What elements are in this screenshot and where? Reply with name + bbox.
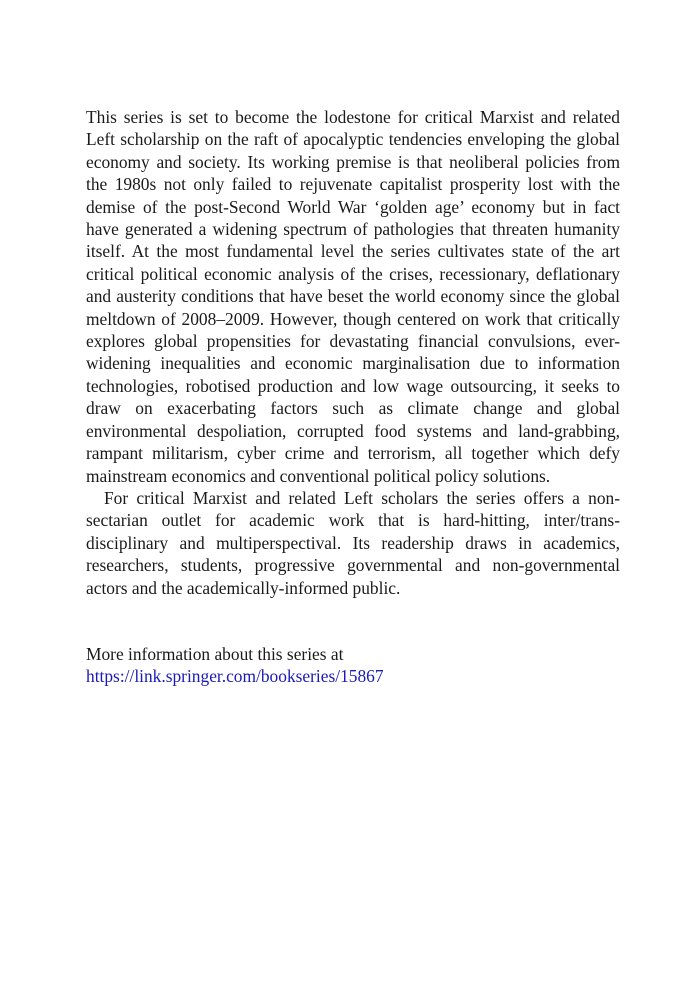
series-description-page [86, 106, 620, 688]
series-description-paragraph: This series is set to become the lodestone for critical Marxist and related Left scholarship on the raft of apocalyptic tendencies enveloping the global economy and society. Its working premise is that neoliberal policies from the 1980s not only failed to rejuvenate capitalist prosperity lost with the demise of the post-Second World War ‘golden age’ economy but in fact have generated a widening spectrum of pathologies that threaten humanity itself. At the most fundamental level the series cultivates state of the art critical political economic analysis of the crises, recessionary, deflationary and austerity conditions that have beset the world economy since the global meltdown of 2008–2009. However, though centered on work that critically explores global propensities for devastating financial convulsions, ever-widening inequalities and economic marginalisation due to information technologies, robotised production and low wage outsourcing, it seeks to draw on exacerbating factors such as climate change and global environmental despoliation, corrupted food systems and land-grabbing, rampant militarism, cyber crime and terrorism, all together which defy mainstream economics and conventional political policy solutions. [86, 107, 620, 486]
more-information-block [86, 643, 620, 688]
series-link[interactable]: https://link.springer.com/bookseries/15867 [86, 666, 384, 687]
series-readership-paragraph: For critical Marxist and related Left scholars the series offers a non-sectarian outlet for academic work that is hard-hitting, inter/transdisciplinary and multiperspectival. Its readership draws in academics, researchers, students, progressive governmental and non-governmental actors and the academically-informed public. [86, 487, 620, 598]
more-information-label: More information about this series at [86, 643, 344, 664]
